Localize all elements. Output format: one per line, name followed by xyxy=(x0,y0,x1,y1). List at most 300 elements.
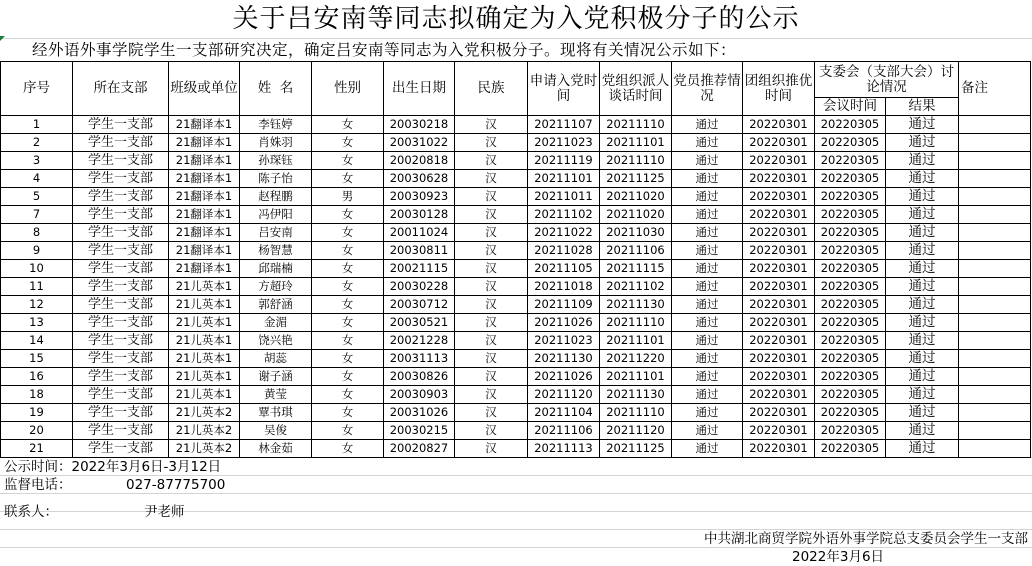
cell-talk: 20211020 xyxy=(600,206,672,224)
cell-seq: 13 xyxy=(1,314,73,332)
cell-talk: 20211101 xyxy=(600,368,672,386)
cell-birth: 20020827 xyxy=(384,440,455,458)
cell-gender: 女 xyxy=(312,116,384,134)
cell-gender: 女 xyxy=(312,350,384,368)
table-row xyxy=(1,332,1031,350)
phone-label: 监督电话： xyxy=(4,477,72,493)
cell-talk: 20211130 xyxy=(600,296,672,314)
cell-apply: 20211109 xyxy=(528,296,600,314)
cell-class: 21儿英本1 xyxy=(169,278,240,296)
cell-result: 通过 xyxy=(886,170,959,188)
cell-name: 覃书琪 xyxy=(240,404,312,422)
cell-remark xyxy=(959,368,1031,386)
cell-meeting: 20220305 xyxy=(815,422,886,440)
cell-class: 21儿英本2 xyxy=(169,422,240,440)
cell-gender: 女 xyxy=(312,404,384,422)
table-row xyxy=(1,206,1031,224)
cell-meeting: 20220305 xyxy=(815,314,886,332)
cell-branch: 学生一支部 xyxy=(73,296,169,314)
cell-gender: 女 xyxy=(312,368,384,386)
cell-ethnic: 汉 xyxy=(455,314,528,332)
cell-remark xyxy=(959,386,1031,404)
cell-apply: 20211023 xyxy=(528,332,600,350)
cell-talk: 20211220 xyxy=(600,350,672,368)
cell-ethnic: 汉 xyxy=(455,206,528,224)
table-row xyxy=(1,422,1031,440)
cell-talk: 20211101 xyxy=(600,134,672,152)
cell-league: 20220301 xyxy=(743,296,815,314)
cell-remark xyxy=(959,224,1031,242)
table-row xyxy=(1,116,1031,134)
cell-seq: 19 xyxy=(1,404,73,422)
cell-ethnic: 汉 xyxy=(455,350,528,368)
cell-gender: 女 xyxy=(312,332,384,350)
cell-class: 21翻译本1 xyxy=(169,170,240,188)
cell-talk: 20211110 xyxy=(600,404,672,422)
cell-class: 21翻译本1 xyxy=(169,206,240,224)
cell-class: 21儿英本1 xyxy=(169,350,240,368)
cell-name: 杨智慧 xyxy=(240,242,312,260)
table-row xyxy=(1,404,1031,422)
issue-date: 2022年3月6日 xyxy=(792,549,885,565)
cell-recommend: 通过 xyxy=(672,188,743,206)
cell-remark xyxy=(959,134,1031,152)
cell-gender: 女 xyxy=(312,260,384,278)
cell-branch: 学生一支部 xyxy=(73,350,169,368)
table-row xyxy=(1,152,1031,170)
cell-result: 通过 xyxy=(886,134,959,152)
cell-recommend: 通过 xyxy=(672,350,743,368)
cell-seq: 9 xyxy=(1,242,73,260)
cell-birth: 20030521 xyxy=(384,314,455,332)
cell-apply: 20211026 xyxy=(528,368,600,386)
cell-talk: 20211120 xyxy=(600,422,672,440)
table-row xyxy=(1,260,1031,278)
cell-recommend: 通过 xyxy=(672,314,743,332)
cell-meeting: 20220305 xyxy=(815,332,886,350)
cell-branch: 学生一支部 xyxy=(73,170,169,188)
cell-meeting: 20220305 xyxy=(815,170,886,188)
cell-league: 20220301 xyxy=(743,224,815,242)
cell-seq: 20 xyxy=(1,422,73,440)
cell-remark xyxy=(959,152,1031,170)
cell-remark xyxy=(959,206,1031,224)
cell-league: 20220301 xyxy=(743,350,815,368)
cell-league: 20220301 xyxy=(743,422,815,440)
cell-branch: 学生一支部 xyxy=(73,242,169,260)
cell-league: 20220301 xyxy=(743,440,815,458)
cell-meeting: 20220305 xyxy=(815,386,886,404)
cell-talk: 20211106 xyxy=(600,242,672,260)
cell-name: 陈子怡 xyxy=(240,170,312,188)
cell-remark xyxy=(959,188,1031,206)
cell-name: 肖姝羽 xyxy=(240,134,312,152)
cell-remark xyxy=(959,116,1031,134)
cell-name: 林金茹 xyxy=(240,440,312,458)
cell-name: 吴俊 xyxy=(240,422,312,440)
cell-talk: 20211115 xyxy=(600,260,672,278)
cell-ethnic: 汉 xyxy=(455,134,528,152)
cell-seq: 11 xyxy=(1,278,73,296)
cell-birth: 20030712 xyxy=(384,296,455,314)
cell-result: 通过 xyxy=(886,188,959,206)
cell-result: 通过 xyxy=(886,350,959,368)
cell-apply: 20211028 xyxy=(528,242,600,260)
cell-branch: 学生一支部 xyxy=(73,368,169,386)
cell-birth: 20011024 xyxy=(384,224,455,242)
cell-gender: 女 xyxy=(312,296,384,314)
cell-result: 通过 xyxy=(886,404,959,422)
cell-meeting: 20220305 xyxy=(815,152,886,170)
cell-result: 通过 xyxy=(886,224,959,242)
cell-apply: 20211130 xyxy=(528,350,600,368)
header-seq: 序号 xyxy=(1,62,73,116)
cell-name: 赵程鹏 xyxy=(240,188,312,206)
cell-class: 21儿英本1 xyxy=(169,386,240,404)
cell-class: 21儿英本1 xyxy=(169,368,240,386)
cell-meeting: 20220305 xyxy=(815,296,886,314)
cell-recommend: 通过 xyxy=(672,296,743,314)
cell-meeting: 20220305 xyxy=(815,242,886,260)
cell-recommend: 通过 xyxy=(672,242,743,260)
header-recommend: 党员推荐情况 xyxy=(672,62,743,116)
cell-birth: 20030218 xyxy=(384,116,455,134)
cell-branch: 学生一支部 xyxy=(73,188,169,206)
cell-birth: 20031022 xyxy=(384,134,455,152)
cell-recommend: 通过 xyxy=(672,422,743,440)
cell-gender: 男 xyxy=(312,188,384,206)
cell-recommend: 通过 xyxy=(672,134,743,152)
contact-person: 尹老师 xyxy=(144,504,185,520)
cell-remark xyxy=(959,314,1031,332)
cell-talk: 20211130 xyxy=(600,386,672,404)
cell-gender: 女 xyxy=(312,314,384,332)
cell-recommend: 通过 xyxy=(672,440,743,458)
cell-name: 谢子涵 xyxy=(240,368,312,386)
cell-result: 通过 xyxy=(886,116,959,134)
cell-class: 21儿英本1 xyxy=(169,296,240,314)
cell-apply: 20211023 xyxy=(528,134,600,152)
cell-recommend: 通过 xyxy=(672,170,743,188)
header-gender: 性别 xyxy=(312,62,384,116)
table-row xyxy=(1,350,1031,368)
cell-result: 通过 xyxy=(886,386,959,404)
cell-gender: 女 xyxy=(312,134,384,152)
cell-league: 20220301 xyxy=(743,386,815,404)
cell-ethnic: 汉 xyxy=(455,296,528,314)
table-row xyxy=(1,188,1031,206)
cell-recommend: 通过 xyxy=(672,404,743,422)
cell-birth: 20020818 xyxy=(384,152,455,170)
cell-ethnic: 汉 xyxy=(455,422,528,440)
cell-apply: 20211119 xyxy=(528,152,600,170)
cell-class: 21儿英本2 xyxy=(169,404,240,422)
cell-branch: 学生一支部 xyxy=(73,206,169,224)
cell-meeting: 20220305 xyxy=(815,206,886,224)
cell-remark xyxy=(959,332,1031,350)
cell-recommend: 通过 xyxy=(672,368,743,386)
cell-ethnic: 汉 xyxy=(455,368,528,386)
table-row xyxy=(1,224,1031,242)
table-row xyxy=(1,368,1031,386)
cell-branch: 学生一支部 xyxy=(73,386,169,404)
cell-ethnic: 汉 xyxy=(455,440,528,458)
cell-meeting: 20220305 xyxy=(815,368,886,386)
page-title: 关于吕安南等同志拟确定为入党积极分子的公示 xyxy=(232,4,800,34)
cell-branch: 学生一支部 xyxy=(73,404,169,422)
cell-seq: 16 xyxy=(1,368,73,386)
header-committee: 支委会（支部大会）讨论情况 xyxy=(815,62,959,98)
cell-apply: 20211018 xyxy=(528,278,600,296)
cell-birth: 20030628 xyxy=(384,170,455,188)
cell-recommend: 通过 xyxy=(672,224,743,242)
cell-branch: 学生一支部 xyxy=(73,134,169,152)
cell-apply: 20211026 xyxy=(528,314,600,332)
cell-gender: 女 xyxy=(312,170,384,188)
cell-meeting: 20220305 xyxy=(815,188,886,206)
cell-apply: 20211113 xyxy=(528,440,600,458)
intro-text: 经外语外事学院学生一支部研究决定，确定吕安南等同志为入党积极分子。现将有关情况公示如下： xyxy=(32,41,737,59)
cell-result: 通过 xyxy=(886,368,959,386)
cell-league: 20220301 xyxy=(743,242,815,260)
cell-seq: 5 xyxy=(1,188,73,206)
cell-meeting: 20220305 xyxy=(815,440,886,458)
cell-remark xyxy=(959,440,1031,458)
cell-branch: 学生一支部 xyxy=(73,260,169,278)
cell-recommend: 通过 xyxy=(672,332,743,350)
cell-meeting: 20220305 xyxy=(815,116,886,134)
cell-class: 21翻译本1 xyxy=(169,152,240,170)
cell-seq: 10 xyxy=(1,260,73,278)
cell-branch: 学生一支部 xyxy=(73,224,169,242)
cell-remark xyxy=(959,350,1031,368)
cell-meeting: 20220305 xyxy=(815,260,886,278)
cell-league: 20220301 xyxy=(743,368,815,386)
cell-branch: 学生一支部 xyxy=(73,332,169,350)
cell-gender: 女 xyxy=(312,422,384,440)
cell-seq: 8 xyxy=(1,224,73,242)
cell-birth: 20030128 xyxy=(384,206,455,224)
cell-birth: 20030826 xyxy=(384,368,455,386)
cell-seq: 1 xyxy=(1,116,73,134)
cell-ethnic: 汉 xyxy=(455,242,528,260)
cell-birth: 20030215 xyxy=(384,422,455,440)
phone-number: 027-87775700 xyxy=(126,477,226,493)
cell-seq: 21 xyxy=(1,440,73,458)
cell-birth: 20030811 xyxy=(384,242,455,260)
cell-recommend: 通过 xyxy=(672,116,743,134)
cell-name: 金湄 xyxy=(240,314,312,332)
cell-name: 方超玲 xyxy=(240,278,312,296)
table-row xyxy=(1,170,1031,188)
cell-league: 20220301 xyxy=(743,116,815,134)
cell-talk: 20211125 xyxy=(600,440,672,458)
cell-result: 通过 xyxy=(886,206,959,224)
cell-branch: 学生一支部 xyxy=(73,152,169,170)
cell-class: 21翻译本1 xyxy=(169,224,240,242)
cell-league: 20220301 xyxy=(743,260,815,278)
cell-league: 20220301 xyxy=(743,404,815,422)
cell-seq: 12 xyxy=(1,296,73,314)
cell-remark xyxy=(959,296,1031,314)
header-talk-date: 党组织派人谈话时间 xyxy=(600,62,672,116)
cell-name: 孙琛钰 xyxy=(240,152,312,170)
cell-apply: 20211104 xyxy=(528,404,600,422)
cell-remark xyxy=(959,404,1031,422)
cell-gender: 女 xyxy=(312,242,384,260)
cell-branch: 学生一支部 xyxy=(73,314,169,332)
header-name: 姓 名 xyxy=(240,62,312,116)
cell-ethnic: 汉 xyxy=(455,260,528,278)
cell-result: 通过 xyxy=(886,440,959,458)
cell-ethnic: 汉 xyxy=(455,224,528,242)
cell-name: 黄莹 xyxy=(240,386,312,404)
table-row xyxy=(1,386,1031,404)
header-branch: 所在支部 xyxy=(73,62,169,116)
cell-ethnic: 汉 xyxy=(455,188,528,206)
cell-class: 21儿英本2 xyxy=(169,440,240,458)
header-league: 团组织推优时间 xyxy=(743,62,815,116)
cell-league: 20220301 xyxy=(743,188,815,206)
header-remark: 备注 xyxy=(959,62,1031,116)
cell-talk: 20211125 xyxy=(600,170,672,188)
table-row xyxy=(1,440,1031,458)
cell-result: 通过 xyxy=(886,314,959,332)
cell-result: 通过 xyxy=(886,152,959,170)
cell-apply: 20211120 xyxy=(528,386,600,404)
cell-seq: 14 xyxy=(1,332,73,350)
cell-seq: 18 xyxy=(1,386,73,404)
cell-recommend: 通过 xyxy=(672,260,743,278)
cell-name: 郭舒涵 xyxy=(240,296,312,314)
cell-birth: 20021228 xyxy=(384,332,455,350)
cell-branch: 学生一支部 xyxy=(73,278,169,296)
cell-remark xyxy=(959,170,1031,188)
cell-birth: 20030228 xyxy=(384,278,455,296)
cell-name: 邱瑞楠 xyxy=(240,260,312,278)
cell-birth: 20030903 xyxy=(384,386,455,404)
cell-name: 吕安南 xyxy=(240,224,312,242)
cell-league: 20220301 xyxy=(743,152,815,170)
cell-birth: 20021115 xyxy=(384,260,455,278)
cell-ethnic: 汉 xyxy=(455,152,528,170)
roster-table xyxy=(0,61,1031,458)
cell-remark xyxy=(959,422,1031,440)
cell-meeting: 20220305 xyxy=(815,134,886,152)
cell-birth: 20031026 xyxy=(384,404,455,422)
table-row xyxy=(1,134,1031,152)
cell-meeting: 20220305 xyxy=(815,404,886,422)
cell-gender: 女 xyxy=(312,278,384,296)
cell-result: 通过 xyxy=(886,296,959,314)
cell-apply: 20211105 xyxy=(528,260,600,278)
cell-talk: 20211110 xyxy=(600,152,672,170)
cell-league: 20220301 xyxy=(743,170,815,188)
cell-comment-marker xyxy=(0,36,5,41)
cell-apply: 20211022 xyxy=(528,224,600,242)
header-result: 结果 xyxy=(886,98,959,116)
cell-seq: 15 xyxy=(1,350,73,368)
cell-gender: 女 xyxy=(312,440,384,458)
header-ethnic: 民族 xyxy=(455,62,528,116)
cell-class: 21翻译本1 xyxy=(169,116,240,134)
cell-branch: 学生一支部 xyxy=(73,422,169,440)
cell-recommend: 通过 xyxy=(672,152,743,170)
cell-recommend: 通过 xyxy=(672,386,743,404)
cell-ethnic: 汉 xyxy=(455,332,528,350)
cell-recommend: 通过 xyxy=(672,278,743,296)
header-meeting-time: 会议时间 xyxy=(815,98,886,116)
header-class: 班级或单位 xyxy=(169,62,240,116)
cell-apply: 20211102 xyxy=(528,206,600,224)
cell-league: 20220301 xyxy=(743,134,815,152)
table-row xyxy=(1,296,1031,314)
cell-class: 21翻译本1 xyxy=(169,188,240,206)
cell-meeting: 20220305 xyxy=(815,224,886,242)
table-row xyxy=(1,314,1031,332)
cell-talk: 20211110 xyxy=(600,314,672,332)
header-apply-date: 申请入党时间 xyxy=(528,62,600,116)
cell-result: 通过 xyxy=(886,332,959,350)
cell-meeting: 20220305 xyxy=(815,278,886,296)
cell-remark xyxy=(959,260,1031,278)
cell-talk: 20211110 xyxy=(600,116,672,134)
cell-seq: 3 xyxy=(1,152,73,170)
cell-birth: 20031113 xyxy=(384,350,455,368)
cell-talk: 20211101 xyxy=(600,332,672,350)
table-row xyxy=(1,278,1031,296)
cell-result: 通过 xyxy=(886,260,959,278)
cell-name: 饶兴艳 xyxy=(240,332,312,350)
cell-ethnic: 汉 xyxy=(455,404,528,422)
gridline xyxy=(0,38,1032,39)
cell-league: 20220301 xyxy=(743,314,815,332)
cell-ethnic: 汉 xyxy=(455,170,528,188)
cell-gender: 女 xyxy=(312,224,384,242)
cell-apply: 20211101 xyxy=(528,170,600,188)
cell-branch: 学生一支部 xyxy=(73,440,169,458)
cell-class: 21儿英本1 xyxy=(169,332,240,350)
contact-label: 联系人： xyxy=(4,504,58,520)
cell-apply: 20211011 xyxy=(528,188,600,206)
cell-talk: 20211030 xyxy=(600,224,672,242)
cell-recommend: 通过 xyxy=(672,206,743,224)
cell-result: 通过 xyxy=(886,242,959,260)
cell-birth: 20030923 xyxy=(384,188,455,206)
table-row xyxy=(1,242,1031,260)
cell-seq: 2 xyxy=(1,134,73,152)
cell-ethnic: 汉 xyxy=(455,278,528,296)
cell-name: 李钰婷 xyxy=(240,116,312,134)
cell-result: 通过 xyxy=(886,278,959,296)
publicity-period: 公示时间：2022年3月6日-3月12日 xyxy=(4,459,222,475)
cell-name: 冯伊阳 xyxy=(240,206,312,224)
cell-gender: 女 xyxy=(312,152,384,170)
cell-ethnic: 汉 xyxy=(455,116,528,134)
cell-talk: 20211102 xyxy=(600,278,672,296)
cell-class: 21翻译本1 xyxy=(169,260,240,278)
cell-ethnic: 汉 xyxy=(455,386,528,404)
cell-league: 20220301 xyxy=(743,278,815,296)
cell-branch: 学生一支部 xyxy=(73,116,169,134)
cell-class: 21儿英本1 xyxy=(169,314,240,332)
cell-apply: 20211106 xyxy=(528,422,600,440)
cell-league: 20220301 xyxy=(743,332,815,350)
cell-class: 21翻译本1 xyxy=(169,242,240,260)
cell-talk: 20211020 xyxy=(600,188,672,206)
cell-apply: 20211107 xyxy=(528,116,600,134)
cell-meeting: 20220305 xyxy=(815,350,886,368)
